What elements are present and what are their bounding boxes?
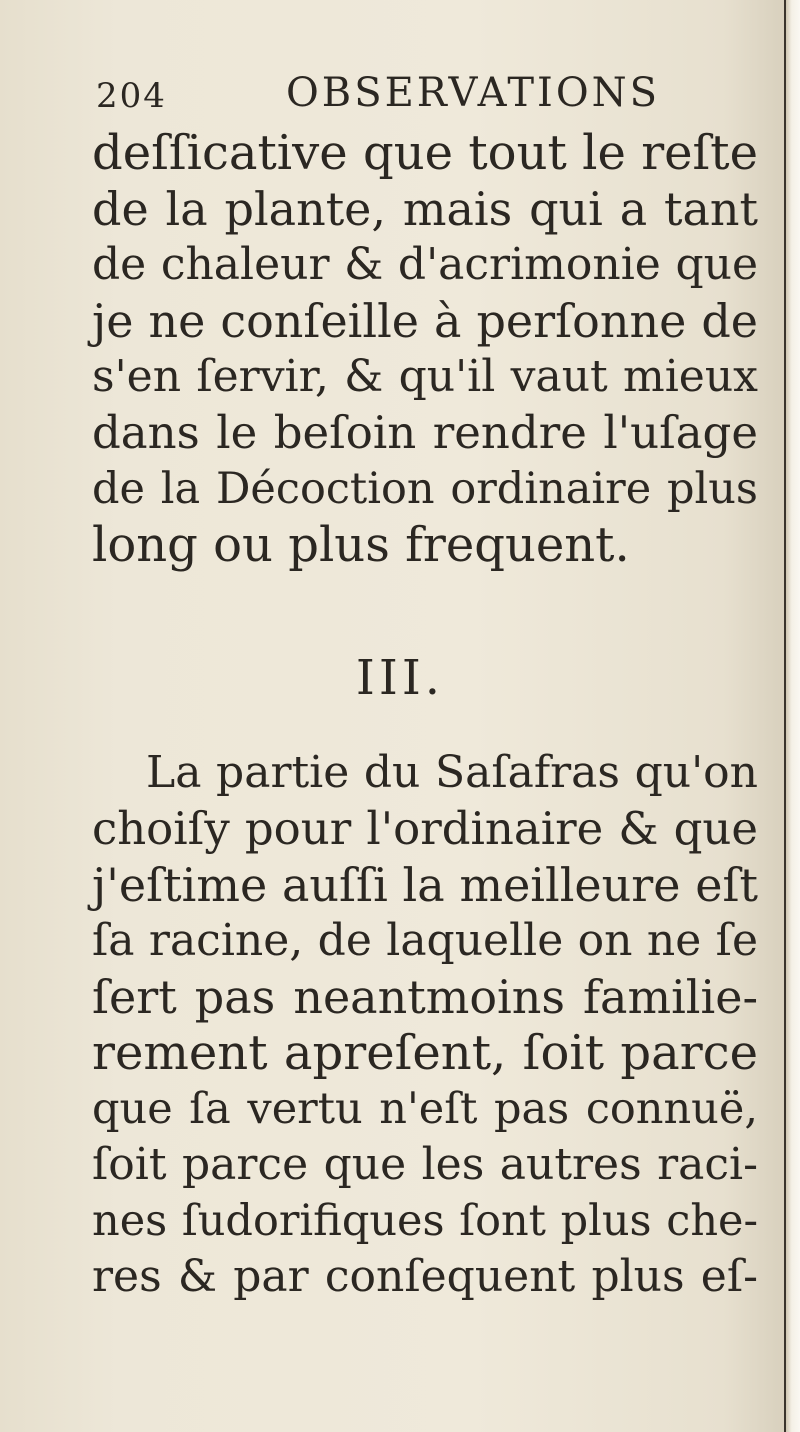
section-number: III. (355, 650, 445, 706)
text-line: choiſy pour l'ordinaire & que (92, 802, 758, 855)
text-line: ſert pas neantmoins familie- (92, 970, 758, 1024)
page-number: 204 (96, 76, 167, 116)
text-line: ſoit parce que les autres raci- (92, 1139, 758, 1190)
text-line: long ou plus frequent. (92, 517, 630, 573)
text-line: rement apreſent, ſoit parce (92, 1025, 758, 1081)
text-line: de chaleur & d'acrimonie que (92, 239, 758, 290)
running-head: OBSERVATIONS (286, 70, 661, 116)
text-line: La partie du Saſafras qu'on (146, 747, 758, 798)
text-line: res & par conſequent plus eſ- (92, 1251, 758, 1302)
text-line: que ſa vertu n'eſt pas connuë, (92, 1084, 758, 1134)
text-line: deſſicative que tout le reſte (92, 125, 758, 181)
text-line: j'eſtime auſſi la meilleure eſt (92, 858, 758, 912)
continued-paragraph (92, 125, 758, 573)
text-line: dans le beſoin rendre l'uſage (92, 406, 758, 459)
text-line: de la Décoction ordinaire plus (92, 464, 758, 514)
text-line: de la plante, mais qui a tant (92, 182, 758, 236)
page-edge (784, 0, 800, 1432)
text-line: s'en ſervir, & qu'il vaut mieux (92, 351, 758, 402)
text-line: ſa racine, de laquelle on ne ſe (92, 915, 758, 966)
text-line: nes ſudorifiques ſont plus che- (92, 1196, 758, 1246)
text-line: je ne conſeille à perſonne de (92, 294, 758, 348)
section-paragraph (92, 745, 758, 1305)
page-header (96, 70, 661, 130)
